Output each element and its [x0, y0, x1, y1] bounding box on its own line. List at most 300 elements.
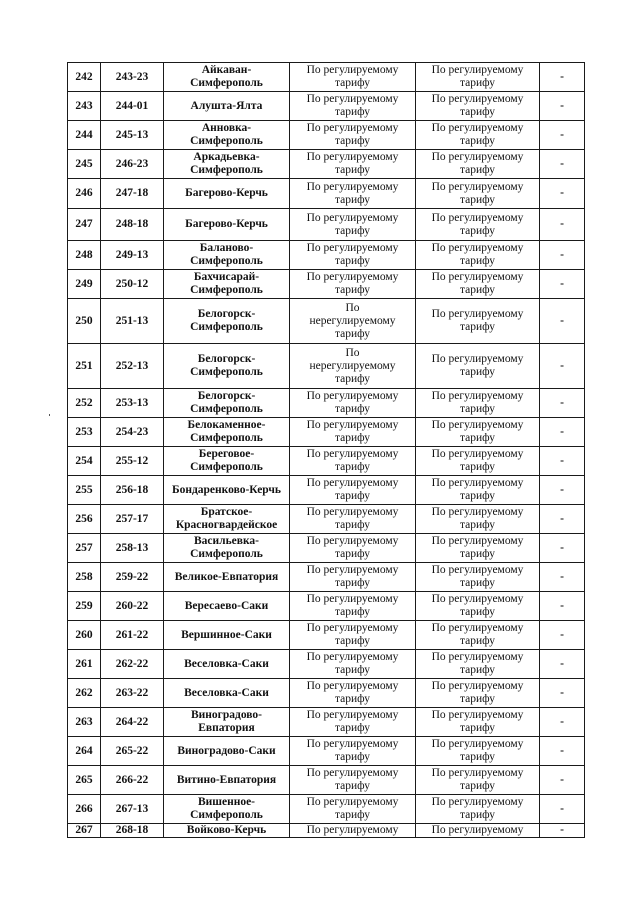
row-number-cell: 249 — [68, 270, 101, 299]
route-name-cell — [164, 679, 290, 708]
row-number-cell: 267 — [68, 824, 101, 838]
tariff-line: По регулируемому — [306, 593, 399, 605]
route-code-cell: 247-18 — [101, 179, 164, 209]
tariff-cell — [416, 92, 540, 121]
row-number-cell: 248 — [68, 241, 101, 270]
route-name-line: Вишенное- — [197, 796, 256, 808]
tariff-line: По регулируемому — [306, 448, 399, 460]
tariff-line: По регулируемому — [431, 477, 524, 489]
table-row — [68, 447, 585, 476]
route-name-line: Симферополь — [190, 366, 263, 378]
tariff-line: тарифу — [334, 606, 371, 618]
table-row — [68, 418, 585, 447]
route-code-cell: 252-13 — [101, 344, 164, 389]
tariff-line: тарифу — [334, 135, 371, 147]
route-name-cell — [164, 447, 290, 476]
route-name-cell — [164, 299, 290, 344]
tariff-line: тарифу — [459, 461, 496, 473]
route-name-cell — [164, 92, 290, 121]
route-code-cell: 251-13 — [101, 299, 164, 344]
tariff-line: По регулируемому — [431, 122, 524, 134]
row-number-cell: 253 — [68, 418, 101, 447]
tariff-cell — [290, 344, 416, 389]
tariff-line: По регулируемому — [431, 419, 524, 431]
tariff-line: тарифу — [334, 403, 371, 415]
tariff-line: тарифу — [334, 780, 371, 792]
tariff-cell — [416, 447, 540, 476]
tariff-line: По регулируемому — [431, 564, 524, 576]
route-code-cell: 267-13 — [101, 795, 164, 824]
route-name-cell — [164, 824, 290, 838]
tariff-line: По регулируемому — [306, 535, 399, 547]
tariff-line: тарифу — [334, 809, 371, 821]
tariff-line: нерегулируемому — [309, 359, 396, 372]
tariff-cell — [290, 824, 416, 838]
route-name-line: Красногвардейское — [175, 519, 278, 531]
tariff-cell — [416, 737, 540, 766]
tariff-line: По регулируемому — [306, 767, 399, 779]
extra-cell: - — [540, 209, 585, 241]
tariff-line: По регулируемому — [431, 151, 524, 163]
route-code-cell: 246-23 — [101, 150, 164, 179]
tariff-cell — [416, 389, 540, 418]
extra-cell: - — [540, 650, 585, 679]
route-code-cell: 245-13 — [101, 121, 164, 150]
tariff-line: тарифу — [459, 321, 496, 333]
route-name-cell — [164, 505, 290, 534]
tariff-line: По регулируемому — [431, 271, 524, 283]
tariff-line: По регулируемому — [306, 93, 399, 105]
tariff-cell — [416, 534, 540, 563]
tariff-line: По регулируемому — [306, 271, 399, 283]
tariff-line: тарифу — [459, 751, 496, 763]
extra-cell: - — [540, 92, 585, 121]
tariff-line: тарифу — [459, 519, 496, 531]
tariff-line: По регулируемому — [306, 390, 399, 402]
route-name-cell — [164, 563, 290, 592]
route-code-cell: 262-22 — [101, 650, 164, 679]
tariff-line: По регулируемому — [431, 622, 524, 634]
tariff-line: По регулируемому — [431, 180, 524, 193]
tariff-line: тарифу — [459, 284, 496, 296]
route-name-line: Симферополь — [190, 255, 263, 267]
tariff-cell — [416, 418, 540, 447]
tariff-line: тарифу — [334, 164, 371, 176]
route-name-line: Алушта-Ялта — [190, 99, 263, 112]
extra-cell: - — [540, 150, 585, 179]
table-row — [68, 121, 585, 150]
table-row — [68, 150, 585, 179]
row-number-cell: 244 — [68, 121, 101, 150]
tariff-cell — [416, 795, 540, 824]
tariff-line: тарифу — [459, 432, 496, 444]
tariff-cell — [290, 209, 416, 241]
table-row — [68, 476, 585, 505]
route-name-line: Войково-Керчь — [186, 824, 267, 836]
route-name-line: Белогорск- — [197, 390, 256, 402]
route-code-cell: 257-17 — [101, 505, 164, 534]
route-name-line: Симферополь — [190, 164, 263, 176]
route-name-cell — [164, 121, 290, 150]
route-name-line: Великое-Евпатория — [174, 570, 279, 583]
row-number-cell: 260 — [68, 621, 101, 650]
tariff-cell — [416, 505, 540, 534]
tariff-line: тарифу — [459, 722, 496, 734]
row-number-cell: 246 — [68, 179, 101, 209]
route-name-line: Белогорск- — [197, 353, 256, 365]
tariff-line: По регулируемому — [306, 122, 399, 134]
tariff-cell — [416, 679, 540, 708]
tariff-line: тарифу — [334, 519, 371, 531]
tariff-line: тарифу — [459, 403, 496, 415]
route-code-cell: 249-13 — [101, 241, 164, 270]
tariff-line: тарифу — [334, 490, 371, 502]
route-code-cell: 265-22 — [101, 737, 164, 766]
tariff-line: По регулируемому — [306, 709, 399, 721]
tariff-cell — [290, 299, 416, 344]
tariff-line: По регулируемому — [431, 93, 524, 105]
route-name-cell — [164, 621, 290, 650]
tariff-line: тарифу — [459, 606, 496, 618]
route-name-line: Багерово-Керчь — [185, 187, 268, 199]
tariff-line: тарифу — [459, 635, 496, 647]
route-name-line: Бондаренково-Керчь — [171, 483, 281, 496]
row-number-cell: 256 — [68, 505, 101, 534]
scan-artifact — [49, 414, 50, 416]
route-code-cell: 264-22 — [101, 708, 164, 737]
tariff-line: По регулируемому — [306, 738, 399, 750]
route-name-line: Белокаменное- — [187, 419, 266, 431]
tariff-line: По регулируемому — [306, 796, 399, 808]
route-name-cell — [164, 150, 290, 179]
route-name-line: Симферополь — [190, 403, 263, 415]
row-number-cell: 250 — [68, 299, 101, 344]
tariff-line: тарифу — [334, 193, 371, 206]
tariff-cell — [290, 270, 416, 299]
tariff-line: тарифу — [334, 548, 371, 560]
tariff-cell — [290, 418, 416, 447]
tariff-line: По регулируемому — [431, 535, 524, 547]
route-name-cell — [164, 737, 290, 766]
route-name-cell — [164, 418, 290, 447]
tariff-cell — [416, 299, 540, 344]
route-code-cell: 250-12 — [101, 270, 164, 299]
row-number-cell: 254 — [68, 447, 101, 476]
route-name-cell — [164, 650, 290, 679]
tariff-line: тарифу — [459, 135, 496, 147]
tariff-cell — [290, 534, 416, 563]
route-name-cell — [164, 534, 290, 563]
row-number-cell: 245 — [68, 150, 101, 179]
row-number-cell: 265 — [68, 766, 101, 795]
route-name-line: Симферополь — [190, 432, 263, 444]
tariff-cell — [416, 63, 540, 92]
tariff-line: тарифу — [334, 693, 371, 705]
tariff-cell — [290, 795, 416, 824]
route-code-cell: 248-18 — [101, 209, 164, 241]
row-number-cell: 257 — [68, 534, 101, 563]
tariff-line: По регулируемому — [431, 651, 524, 663]
route-name-line: Анновка- — [201, 122, 252, 134]
tariff-line: По регулируемому — [431, 506, 524, 518]
tariff-cell — [290, 150, 416, 179]
tariff-line: тарифу — [459, 366, 496, 378]
route-code-cell: 243-23 — [101, 63, 164, 92]
tariff-line: тарифу — [334, 664, 371, 676]
extra-cell: - — [540, 121, 585, 150]
route-name-line: Витино-Евпатория — [176, 773, 277, 786]
tariff-line: тарифу — [334, 372, 371, 385]
extra-cell: - — [540, 344, 585, 389]
tariff-cell — [416, 766, 540, 795]
route-name-cell — [164, 241, 290, 270]
table-row — [68, 563, 585, 592]
tariff-line: тарифу — [459, 255, 496, 267]
tariff-line: тарифу — [459, 548, 496, 560]
tariff-cell — [290, 121, 416, 150]
tariff-line: По регулируемому — [431, 709, 524, 721]
tariff-cell — [416, 621, 540, 650]
table-row — [68, 621, 585, 650]
tariff-cell — [290, 563, 416, 592]
route-name-line: Бахчисарай- — [193, 271, 260, 283]
tariff-line: тарифу — [334, 327, 371, 340]
route-code-cell: 266-22 — [101, 766, 164, 795]
row-number-cell: 247 — [68, 209, 101, 241]
tariff-cell — [416, 708, 540, 737]
row-number-cell: 258 — [68, 563, 101, 592]
tariff-line: По регулируемому — [306, 151, 399, 163]
tariff-line: По регулируемому — [306, 680, 399, 692]
tariff-line: тарифу — [334, 224, 371, 237]
extra-cell: - — [540, 563, 585, 592]
route-code-cell: 259-22 — [101, 563, 164, 592]
tariff-line: тарифу — [334, 577, 371, 589]
route-name-cell — [164, 344, 290, 389]
route-name-cell — [164, 389, 290, 418]
tariff-line: По регулируемому — [306, 211, 399, 224]
tariff-line: По регулируемому — [306, 242, 399, 254]
tariff-line: По регулируемому — [306, 477, 399, 489]
table-row — [68, 92, 585, 121]
route-name-line: Аркадьевка- — [193, 151, 260, 163]
tariff-line: тарифу — [334, 722, 371, 734]
tariff-cell — [416, 824, 540, 838]
tariff-line: По регулируемому — [306, 506, 399, 518]
route-code-cell: 254-23 — [101, 418, 164, 447]
tariff-line: По регулируемому — [306, 419, 399, 431]
tariff-line: По регулируемому — [431, 64, 524, 76]
tariff-line: тарифу — [459, 490, 496, 502]
tariff-line: По регулируемому — [431, 738, 524, 750]
tariff-cell — [290, 241, 416, 270]
extra-cell: - — [540, 389, 585, 418]
route-name-cell — [164, 179, 290, 209]
route-code-cell: 244-01 — [101, 92, 164, 121]
tariff-table-page — [67, 62, 584, 838]
tariff-cell — [290, 592, 416, 621]
table-row — [68, 299, 585, 344]
route-name-line: Симферополь — [190, 461, 263, 473]
tariff-line: По регулируемому — [306, 651, 399, 663]
table-row — [68, 650, 585, 679]
tariff-line: тарифу — [459, 164, 496, 176]
table-row — [68, 389, 585, 418]
table-row — [68, 766, 585, 795]
extra-cell: - — [540, 418, 585, 447]
tariff-line: По регулируемому — [431, 767, 524, 779]
tariff-line: тарифу — [459, 664, 496, 676]
extra-cell: - — [540, 824, 585, 838]
extra-cell: - — [540, 179, 585, 209]
table-row — [68, 63, 585, 92]
row-number-cell: 259 — [68, 592, 101, 621]
extra-cell: - — [540, 299, 585, 344]
tariff-line: По регулируемому — [431, 390, 524, 402]
tariff-cell — [290, 621, 416, 650]
table-row — [68, 824, 585, 838]
tariff-line: По регулируемому — [431, 593, 524, 605]
tariff-line: По регулируемому — [431, 353, 524, 365]
tariff-cell — [416, 150, 540, 179]
route-name-line: Вересаево-Саки — [184, 599, 269, 612]
tariff-line: тарифу — [459, 809, 496, 821]
tariff-line: По регулируемому — [431, 211, 524, 224]
route-name-line: Симферополь — [190, 77, 263, 89]
route-name-line: Баланово- — [199, 242, 254, 254]
route-name-cell — [164, 209, 290, 241]
routes-table-body — [68, 63, 585, 838]
route-code-cell: 263-22 — [101, 679, 164, 708]
tariff-line: По регулируемому — [431, 680, 524, 692]
row-number-cell: 251 — [68, 344, 101, 389]
table-row — [68, 708, 585, 737]
tariff-cell — [290, 708, 416, 737]
table-row — [68, 592, 585, 621]
extra-cell: - — [540, 241, 585, 270]
route-code-cell: 255-12 — [101, 447, 164, 476]
route-name-line: Белогорск- — [197, 308, 256, 320]
tariff-line: тарифу — [459, 780, 496, 792]
extra-cell: - — [540, 592, 585, 621]
tariff-line: тарифу — [459, 193, 496, 206]
tariff-line: По регулируемому — [431, 796, 524, 808]
route-code-cell: 268-18 — [101, 824, 164, 838]
tariff-cell — [290, 389, 416, 418]
tariff-line: По регулируемому — [306, 824, 399, 836]
row-number-cell: 252 — [68, 389, 101, 418]
tariff-line: По — [345, 301, 360, 314]
table-row — [68, 241, 585, 270]
route-name-line: Веселовка-Саки — [184, 686, 269, 699]
table-row — [68, 344, 585, 389]
route-name-line: Виноградово- — [190, 709, 263, 721]
tariff-line: нерегулируемому — [309, 314, 396, 327]
route-name-cell — [164, 795, 290, 824]
route-name-line: Симферополь — [190, 548, 263, 560]
route-name-line: Береговое- — [198, 448, 255, 460]
tariff-line: По регулируемому — [306, 180, 399, 193]
tariff-line: По регулируемому — [431, 448, 524, 460]
tariff-line: тарифу — [459, 577, 496, 589]
tariff-cell — [416, 270, 540, 299]
route-name-line: Симферополь — [190, 284, 263, 296]
table-row — [68, 270, 585, 299]
tariff-line: тарифу — [459, 77, 496, 89]
tariff-line: По регулируемому — [431, 242, 524, 254]
route-name-line: Айкаван- — [201, 64, 252, 76]
tariff-line: тарифу — [334, 255, 371, 267]
tariff-cell — [416, 476, 540, 505]
tariff-cell — [290, 179, 416, 209]
tariff-cell — [290, 447, 416, 476]
tariff-cell — [290, 650, 416, 679]
route-name-line: Симферополь — [190, 135, 263, 147]
tariff-line: тарифу — [334, 751, 371, 763]
tariff-cell — [416, 121, 540, 150]
tariff-line: По регулируемому — [431, 824, 524, 836]
row-number-cell: 242 — [68, 63, 101, 92]
table-row — [68, 737, 585, 766]
tariff-line: По — [345, 346, 360, 359]
tariff-line: тарифу — [334, 461, 371, 473]
tariff-cell — [290, 737, 416, 766]
tariff-line: тарифу — [334, 106, 371, 118]
tariff-line: По регулируемому — [306, 64, 399, 76]
route-name-cell — [164, 592, 290, 621]
route-name-line: Евпатория — [198, 722, 255, 734]
tariff-line: тарифу — [334, 635, 371, 647]
tariff-line: тарифу — [459, 106, 496, 118]
row-number-cell: 261 — [68, 650, 101, 679]
tariff-line: тарифу — [334, 432, 371, 444]
extra-cell: - — [540, 708, 585, 737]
extra-cell: - — [540, 447, 585, 476]
tariff-cell — [290, 476, 416, 505]
tariff-line: тарифу — [334, 77, 371, 89]
tariff-cell — [416, 241, 540, 270]
route-code-cell: 256-18 — [101, 476, 164, 505]
row-number-cell: 264 — [68, 737, 101, 766]
route-name-line: Симферополь — [190, 809, 263, 821]
route-name-line: Виноградово-Саки — [177, 744, 276, 757]
route-name-line: Веселовка-Саки — [184, 657, 269, 670]
tariff-line: тарифу — [459, 224, 496, 237]
routes-table — [67, 62, 585, 838]
tariff-cell — [416, 209, 540, 241]
tariff-line: По регулируемому — [306, 622, 399, 634]
extra-cell: - — [540, 737, 585, 766]
row-number-cell: 266 — [68, 795, 101, 824]
extra-cell: - — [540, 505, 585, 534]
tariff-cell — [290, 92, 416, 121]
table-row — [68, 679, 585, 708]
tariff-line: По регулируемому — [306, 564, 399, 576]
tariff-cell — [290, 766, 416, 795]
row-number-cell: 243 — [68, 92, 101, 121]
route-name-cell — [164, 476, 290, 505]
tariff-cell — [290, 505, 416, 534]
route-name-line: Братское- — [200, 506, 253, 518]
tariff-cell — [290, 63, 416, 92]
route-name-line: Васильевка- — [193, 535, 260, 547]
route-name-cell — [164, 270, 290, 299]
table-row — [68, 505, 585, 534]
table-row — [68, 795, 585, 824]
route-code-cell: 261-22 — [101, 621, 164, 650]
extra-cell: - — [540, 476, 585, 505]
extra-cell: - — [540, 795, 585, 824]
